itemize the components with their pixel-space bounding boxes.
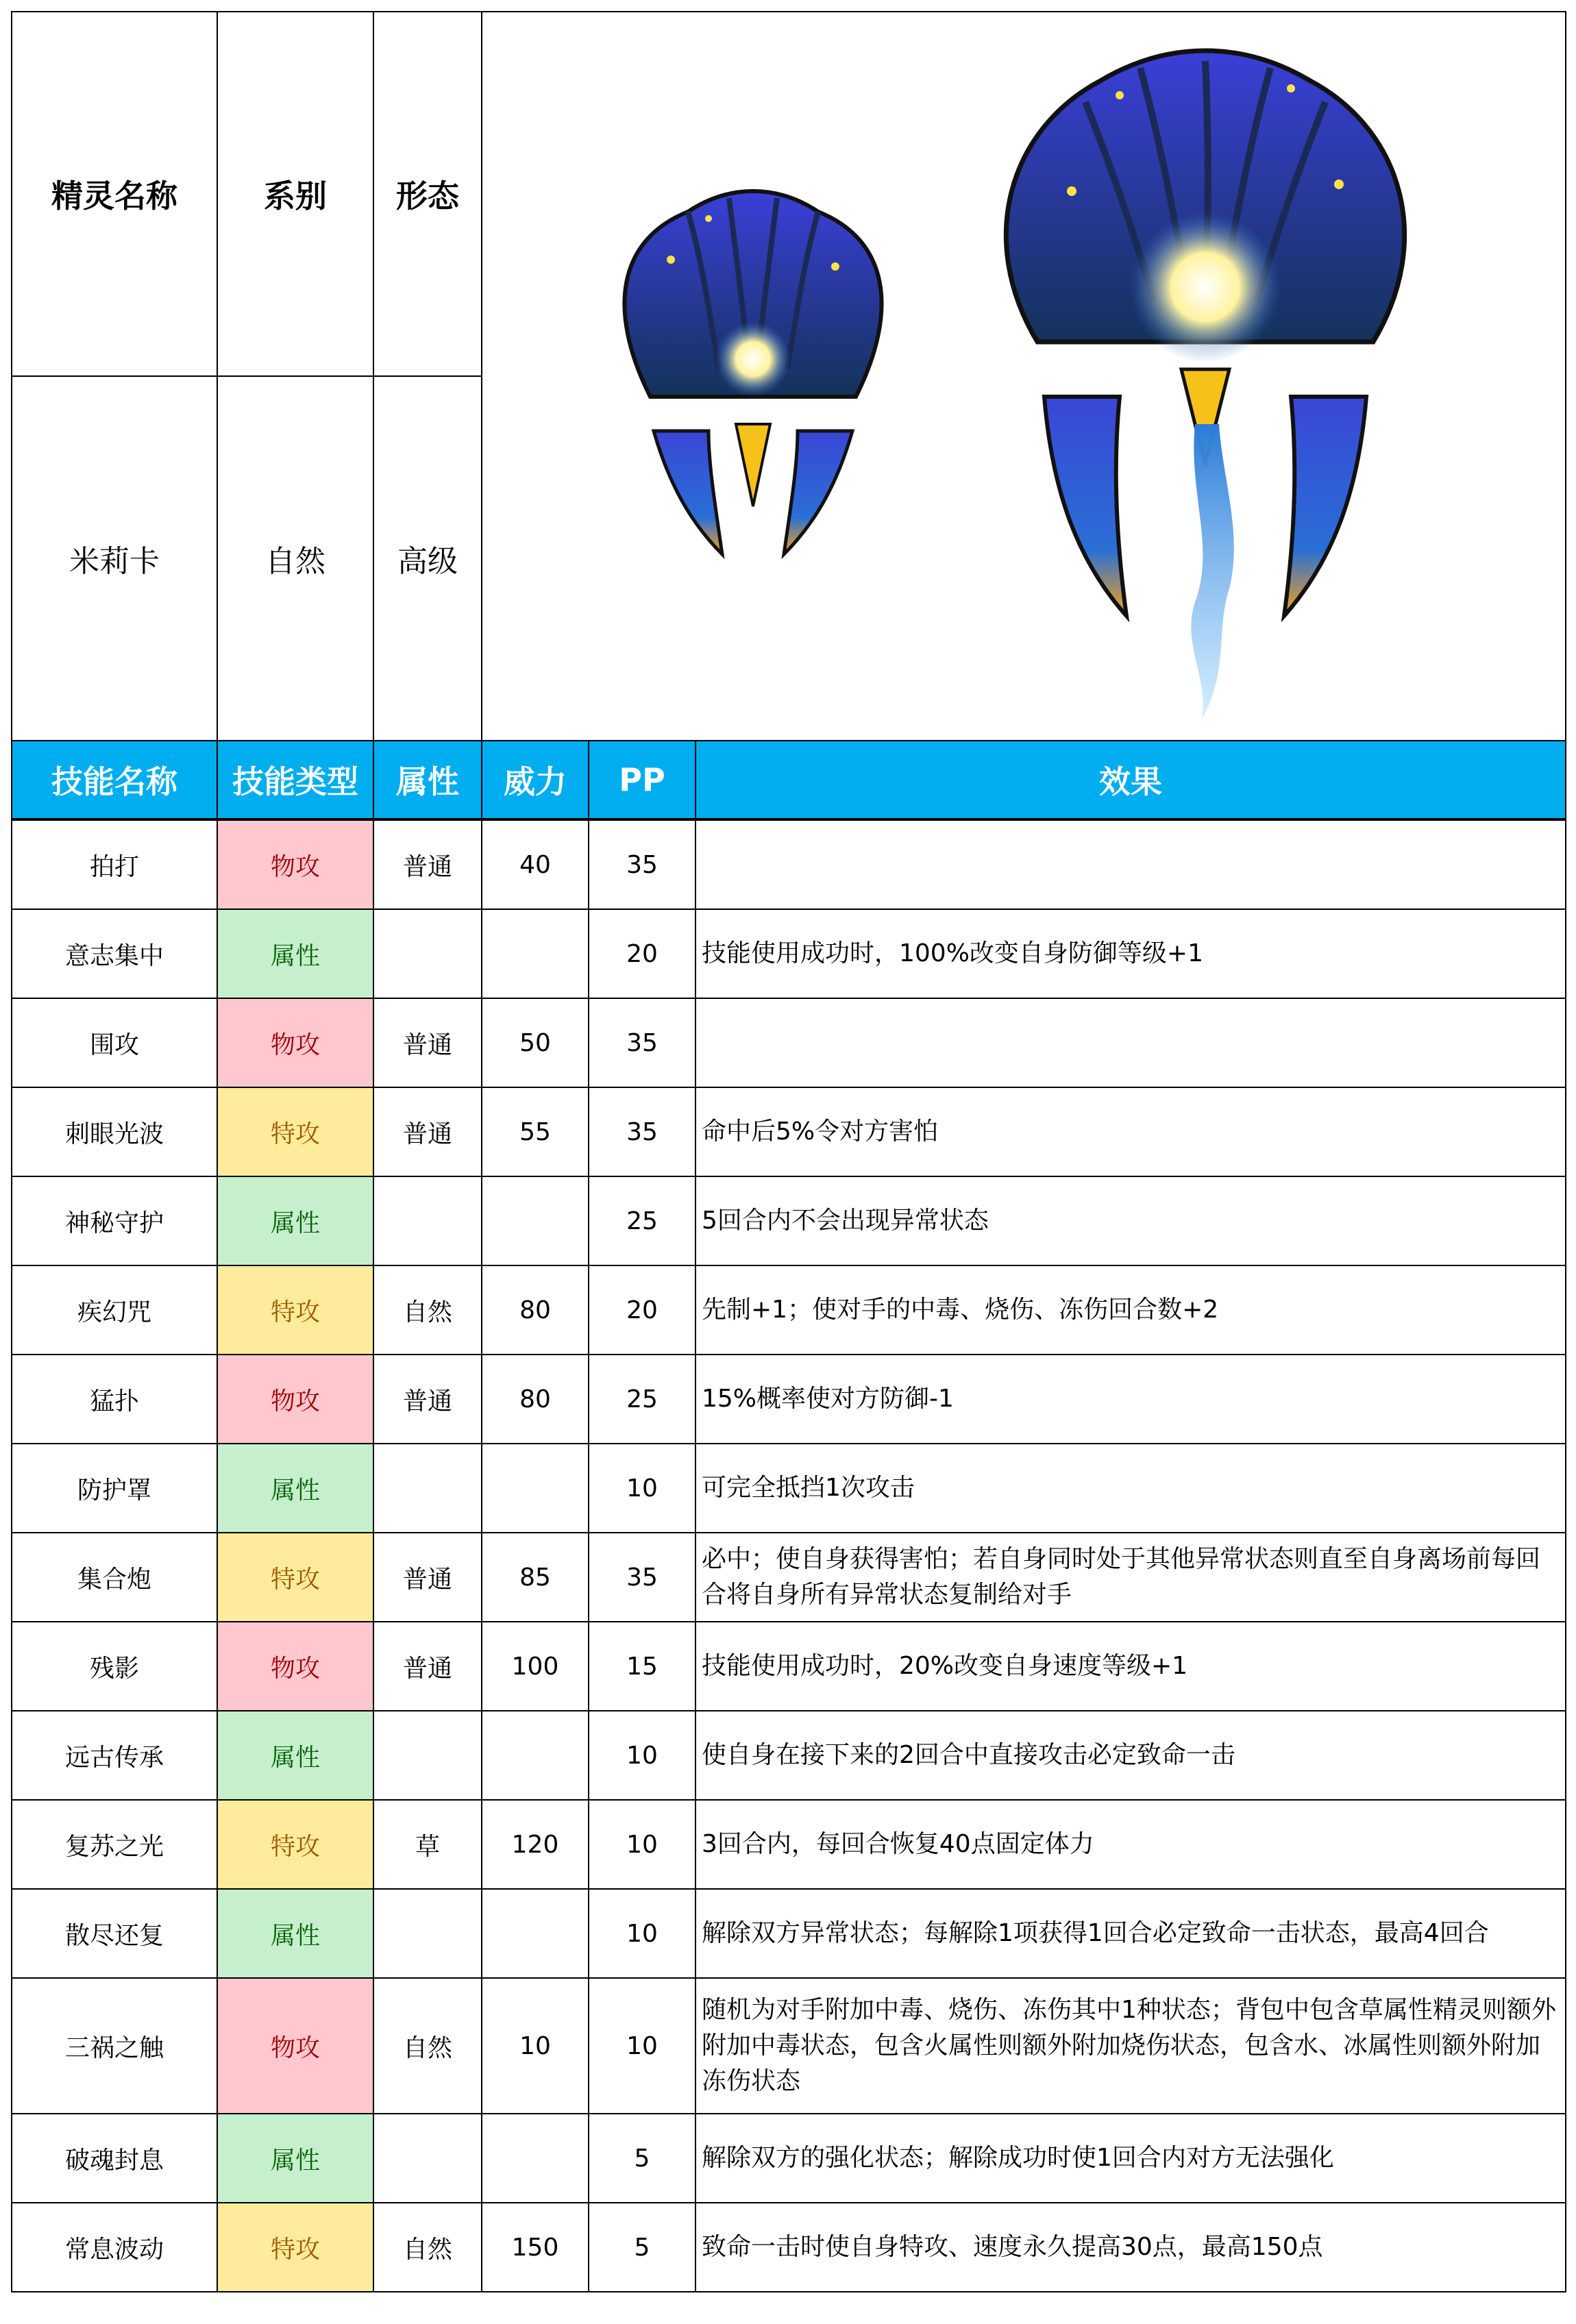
skill-effect: 3回合内，每回合恢复40点固定体力 [695, 1800, 1566, 1889]
skill-name: 猛扑 [12, 1355, 217, 1444]
skill-element: 自然 [373, 1978, 482, 2114]
skill-kind: 属性 [217, 1889, 373, 1978]
skill-power [482, 1444, 589, 1533]
skill-kind: 特攻 [217, 1533, 373, 1622]
skill-element [373, 1711, 482, 1800]
skill-name: 散尽还复 [12, 1889, 217, 1978]
skill-name: 复苏之光 [12, 1800, 217, 1889]
form-label: 形态 [373, 12, 482, 376]
type-label: 系别 [217, 12, 373, 376]
col-pp: PP [589, 741, 695, 819]
spirit-info-table [11, 11, 1566, 819]
skill-row [12, 820, 1566, 909]
col-skill-kind: 技能类型 [217, 741, 373, 819]
skill-kind: 特攻 [217, 1800, 373, 1889]
skill-power [482, 1889, 589, 1978]
skill-pp: 10 [589, 1889, 695, 1978]
skill-kind: 特攻 [217, 1265, 373, 1355]
skill-element: 普通 [373, 998, 482, 1087]
skill-header-row [12, 741, 1566, 819]
skill-name: 远古传承 [12, 1711, 217, 1800]
skill-power: 150 [482, 2203, 589, 2292]
skill-power [482, 1176, 589, 1265]
skill-power: 80 [482, 1265, 589, 1355]
skill-pp: 35 [589, 820, 695, 909]
skill-name: 刺眼光波 [12, 1087, 217, 1176]
skill-element: 普通 [373, 1622, 482, 1711]
skill-pp: 15 [589, 1622, 695, 1711]
skill-pp: 10 [589, 1444, 695, 1533]
skill-element: 自然 [373, 1265, 482, 1355]
skill-name: 三祸之触 [12, 1978, 217, 2114]
spirit-illustration [482, 13, 1565, 739]
name-label: 精灵名称 [12, 12, 217, 376]
skill-effect [695, 820, 1566, 909]
skill-pp: 20 [589, 909, 695, 998]
skill-row [12, 1622, 1566, 1711]
skill-name: 防护罩 [12, 1444, 217, 1533]
skill-name: 拍打 [12, 820, 217, 909]
skill-row [12, 1444, 1566, 1533]
skill-rows [12, 820, 1566, 2292]
skill-row [12, 1176, 1566, 1265]
skill-element [373, 1176, 482, 1265]
skill-element: 草 [373, 1800, 482, 1889]
skill-effect: 随机为对手附加中毒、烧伤、冻伤其中1种状态；背包中包含草属性精灵则额外附加中毒状态，包含火属性则额外附加烧伤状态，包含水、冰属性则额外附加冻伤状态 [695, 1978, 1566, 2114]
skill-kind: 特攻 [217, 2203, 373, 2292]
skill-pp: 35 [589, 1087, 695, 1176]
col-effect: 效果 [695, 741, 1566, 819]
skill-power: 55 [482, 1087, 589, 1176]
small-form-figure [624, 191, 881, 554]
form-value: 高级 [373, 376, 482, 741]
col-power: 威力 [482, 741, 589, 819]
skill-power: 100 [482, 1622, 589, 1711]
skill-kind: 物攻 [217, 1622, 373, 1711]
skill-pp: 5 [589, 2114, 695, 2203]
skill-effect: 解除双方的强化状态；解除成功时使1回合内对方无法强化 [695, 2114, 1566, 2203]
skill-element [373, 1444, 482, 1533]
skill-row [12, 1711, 1566, 1800]
skill-row [12, 909, 1566, 998]
skill-element: 普通 [373, 1533, 482, 1622]
skill-pp: 35 [589, 1533, 695, 1622]
skill-pp: 10 [589, 1711, 695, 1800]
skill-effect: 解除双方异常状态；每解除1项获得1回合必定致命一击状态，最高4回合 [695, 1889, 1566, 1978]
skill-effect: 可完全抵挡1次攻击 [695, 1444, 1566, 1533]
skill-name: 意志集中 [12, 909, 217, 998]
skill-effect: 使自身在接下来的2回合中直接攻击必定致命一击 [695, 1711, 1566, 1800]
skill-kind: 物攻 [217, 820, 373, 909]
skill-element: 普通 [373, 1355, 482, 1444]
skill-name: 破魂封息 [12, 2114, 217, 2203]
skill-power: 40 [482, 820, 589, 909]
skill-row [12, 2203, 1566, 2292]
skill-row [12, 1265, 1566, 1355]
skill-row [12, 998, 1566, 1087]
skill-row [12, 1800, 1566, 1889]
skill-kind: 属性 [217, 1176, 373, 1265]
spirit-sheet [11, 11, 1565, 2313]
skill-row [12, 2114, 1566, 2203]
skill-power [482, 2114, 589, 2203]
skill-pp: 10 [589, 1800, 695, 1889]
skill-kind: 物攻 [217, 1978, 373, 2114]
skill-name: 围攻 [12, 998, 217, 1087]
skill-kind: 属性 [217, 2114, 373, 2203]
skill-effect: 命中后5%令对方害怕 [695, 1087, 1566, 1176]
skill-kind: 属性 [217, 1711, 373, 1800]
skill-pp: 35 [589, 998, 695, 1087]
name-value: 米莉卡 [12, 376, 217, 741]
skill-pp: 5 [589, 2203, 695, 2292]
skill-element [373, 1889, 482, 1978]
skill-effect: 致命一击时使自身特攻、速度永久提高30点，最高150点 [695, 2203, 1566, 2292]
skill-power [482, 1711, 589, 1800]
skill-effect: 必中；使自身获得害怕；若自身同时处于其他异常状态则直至自身离场前每回合将自身所有异常状态复制给对手 [695, 1533, 1566, 1622]
skill-power: 50 [482, 998, 589, 1087]
skill-kind: 物攻 [217, 998, 373, 1087]
skill-effect: 技能使用成功时，100%改变自身防御等级+1 [695, 909, 1566, 998]
type-value: 自然 [217, 376, 373, 741]
skill-kind: 属性 [217, 1444, 373, 1533]
skill-row [12, 1087, 1566, 1176]
skill-row [12, 1355, 1566, 1444]
skill-element: 普通 [373, 820, 482, 909]
spirit-artwork [482, 12, 1566, 741]
skill-power: 80 [482, 1355, 589, 1444]
skill-effect: 15%概率使对方防御-1 [695, 1355, 1566, 1444]
skill-pp: 25 [589, 1176, 695, 1265]
skill-name: 残影 [12, 1622, 217, 1711]
skill-pp: 10 [589, 1978, 695, 2114]
skill-kind: 物攻 [217, 1355, 373, 1444]
skill-row [12, 1978, 1566, 2114]
skill-kind: 属性 [217, 909, 373, 998]
large-form-figure [1006, 51, 1404, 719]
skill-table [11, 819, 1566, 2292]
skill-name: 集合炮 [12, 1533, 217, 1622]
skill-effect [695, 998, 1566, 1087]
skill-kind: 特攻 [217, 1087, 373, 1176]
skill-row [12, 1889, 1566, 1978]
skill-power: 120 [482, 1800, 589, 1889]
skill-power [482, 909, 589, 998]
skill-effect: 技能使用成功时，20%改变自身速度等级+1 [695, 1622, 1566, 1711]
skill-power: 10 [482, 1978, 589, 2114]
skill-pp: 25 [589, 1355, 695, 1444]
skill-effect: 先制+1；使对手的中毒、烧伤、冻伤回合数+2 [695, 1265, 1566, 1355]
skill-name: 疾幻咒 [12, 1265, 217, 1355]
col-element: 属性 [373, 741, 482, 819]
col-skill-name: 技能名称 [12, 741, 217, 819]
skill-element [373, 909, 482, 998]
skill-pp: 20 [589, 1265, 695, 1355]
skill-name: 常息波动 [12, 2203, 217, 2292]
skill-row [12, 1533, 1566, 1622]
skill-element: 自然 [373, 2203, 482, 2292]
skill-element: 普通 [373, 1087, 482, 1176]
skill-effect: 5回合内不会出现异常状态 [695, 1176, 1566, 1265]
skill-name: 神秘守护 [12, 1176, 217, 1265]
skill-element [373, 2114, 482, 2203]
skill-power: 85 [482, 1533, 589, 1622]
